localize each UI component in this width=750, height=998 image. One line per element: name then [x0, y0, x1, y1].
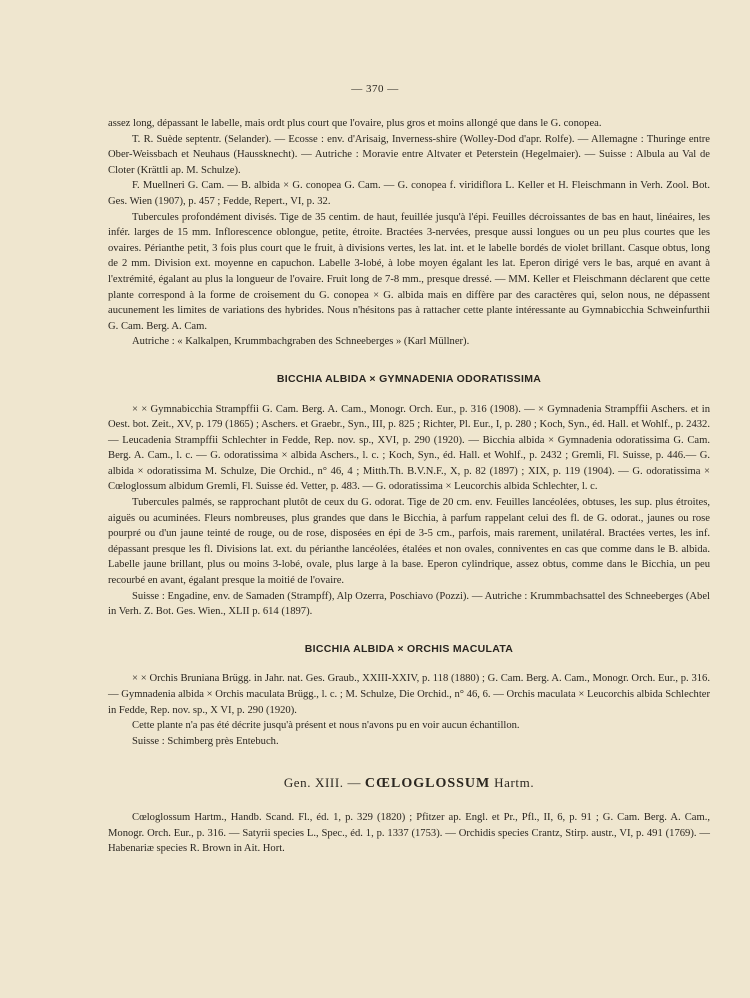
paragraph: T. R. Suède septentr. (Selander). — Ecosse : env. d'Arisaig, Inverness-shire (Wolley-Dod d'apr. Rolfe). — Allemagne : Thuringe entre Ober-Weissbach et Neuhaus (Haussknecht). — Autriche : Moravie entre Altvater et Peterstein (Hegelmaier). — Suisse : Albula au Val de Cloter (Krättli ap. M. Schulze).: [108, 133, 710, 176]
paragraph: Tubercules palmés, se rapprochant plutôt de ceux du G. odorat. Tige de 20 cm. env. Feuilles lancéolées, obtuses, les sup. plus étroites, aiguës ou acuminées. Fleurs nombreuses, plus grandes que dans le Bicchia, à parfum rappelant celui des fl. de G. odorat., jaunes ou rose pourpré ou d'un jaune teinté de rouge, ou de rose, disposées en épi de 3-5 cm., parfois, mais rarement, unilatéral. Bractées vertes, les inf. dépassant presque les fl. Divisions lat. ext. du périanthe lancéolées, étalées et non ovales, conniventes en cas que comme dans le B. albida. Labelle jaune brillant, plus ou moins 3-lobé, ovale, plus large à la base. Eperon cylindrique, assez obtus, comme dans le Bicchia, un peu recourbé en avant, égalant presque la moitié de l'ovaire.: [108, 497, 710, 587]
paragraph: Autriche : « Kalkalpen, Krummbachgraben des Schneeberges » (Karl Müllner).: [132, 336, 470, 348]
paragraph: Cœloglossum Hartm., Handb. Scand. Fl., éd. 1, p. 329 (1820) ; Pfitzer ap. Engl. et Pr., Pfl., II, 6, p. 91 ; G. Cam. Berg. A. Cam., Monogr. Orch. Eur., p. 316. — Satyrii species L., Spec., éd. 1, p. 1337 (1753). — Orchidis species Crantz, Stirp. austr., VI, p. 491 (1769). — Habenariæ species R. Brown in Ait. Hort.: [108, 811, 710, 855]
paragraph: assez long, dépassant le labelle, mais ordt plus court que l'ovaire, plus gros et moins allongé que dans le G. conopea.: [108, 118, 602, 129]
paragraph: Suisse : Engadine, env. de Samaden (Strampff), Alp Ozerra, Poschiavo (Pozzi). — Autriche : Krummbachsattel des Schneeberges (Abel in Verh. Z. Bot. Ges. Wien., XLII p. 614 (1897).: [108, 590, 710, 618]
paragraph: Tubercules profondément divisés. Tige de 35 centim. de haut, feuillée jusqu'à l'épi. Feuilles décroissantes de bas en haut, linéaires, les infér. larges de 15 mm. Inflorescence oblongue, petite, étroite. Bractées 3-nervées, presque aussi longues ou un peu plus courtes que les ovaires. Périanthe petit, 3 fois plus court que le fruit, à divisions vertes, les lat. int. et le labelle bordés de violet brillant. Casque obtus, long de 2 mm. Division ext. moyenne en capuchon. Labelle 3-lobé, à lobe moyen égalant les lat. Eperon dirigé vers le bas, arqué en avant à l'extrémité, égalant au plus la longueur de l'ovaire. Fruit long de 7-8 mm., presque dressé. — MM. Keller et Fleischmann déclarent que cette plante correspond à la forme de croisement du G. conopea × G. albida mais en diffère par des caractères qui, selon nous, ne dépassent aucunement les limites de variations des hybrides. Nous n'hésitons pas à rattacher cette plante intéressante au Gymnabicchia Schweinfurthii G. Cam. Berg. A. Cam.: [108, 211, 710, 332]
paragraph: F. Muellneri G. Cam. — B. albida × G. conopea G. Cam. — G. conopea f. viridiflora L. Keller et H. Fleischmann in Verh. Zool. Bot. Ges. Wien (1907), p. 457 ; Fedde, Repert., VI, p. 32.: [108, 180, 710, 207]
section-heading: BICCHIA ALBIDA × GYMNADENIA ODORATISSIMA: [276, 372, 542, 385]
genus-prefix: Gen. XIII. —: [283, 775, 362, 791]
paragraph: Suisse : Schimberg près Entebuch.: [132, 735, 279, 747]
section-heading: BICCHIA ALBIDA × ORCHIS MACULATA: [304, 642, 514, 655]
paragraph: × × Gymnabicchia Strampffii G. Cam. Berg. A. Cam., Monogr. Orch. Eur., p. 316 (1908). — × Gymnadenia Strampffii Aschers. et in Oest. bot. Zeit., XV, p. 179 (1865) ; Aschers. et Graebr., Syn., III, p. 825 ; Richter, Pl. Eur., I, p. 280 ; Koch, Syn., éd. Hall. et Wohlf., p. 2432. — Leucadenia Strampffii Schlechter in Fedde, Rep. nov. sp., XVI, p. 290 (1920). — Bicchia albida × Gymnadenia odoratissima G. Cam. Berg. A. Cam., l. c. — G. odoratissima × albida Aschers., l. c. ; Koch, Syn., éd. Hall. et Wohlf., p. 2432 ; Gremli, Fl. Suisse, p. 446.— G. albida × odoratissima M. Schulze, Die Orchid., n° 46, 4 ; Mitth.Th. B.V.N.F., X, p. 82 (1897) ; XIX, p. 119 (1904). — G. odoratissima × Cœloglossum albidum Gremli, Fl. Suisse éd. Vetter, p. 483. — G. odoratissima × Leucorchis albida Schlechter, l. c.: [108, 403, 710, 493]
genus-heading: [108, 775, 710, 792]
page-number: — 370 —: [351, 83, 399, 95]
paragraph: Cette plante n'a pas été décrite jusqu'à présent et nous n'avons pu en voir aucun échantillon.: [132, 720, 520, 732]
genus-author: Hartm.: [494, 775, 535, 791]
genus-name: CŒLOGLOSSUM: [364, 776, 491, 792]
paragraph: × × Orchis Bruniana Brügg. in Jahr. nat. Ges. Graub., XXIII-XXIV, p. 118 (1880) ; G. Cam. Berg. A. Cam., Monogr. Orch. Eur., p. 316. — Gymnadenia albida × Orchis maculata Brügg., l. c. ; M. Schulze, Die Orchid., n° 46, 6. — Orchis maculata × Leucorchis albida Schlechter in Fedde, Rep. nov. sp., X VI, p. 290 (1920).: [108, 673, 710, 716]
